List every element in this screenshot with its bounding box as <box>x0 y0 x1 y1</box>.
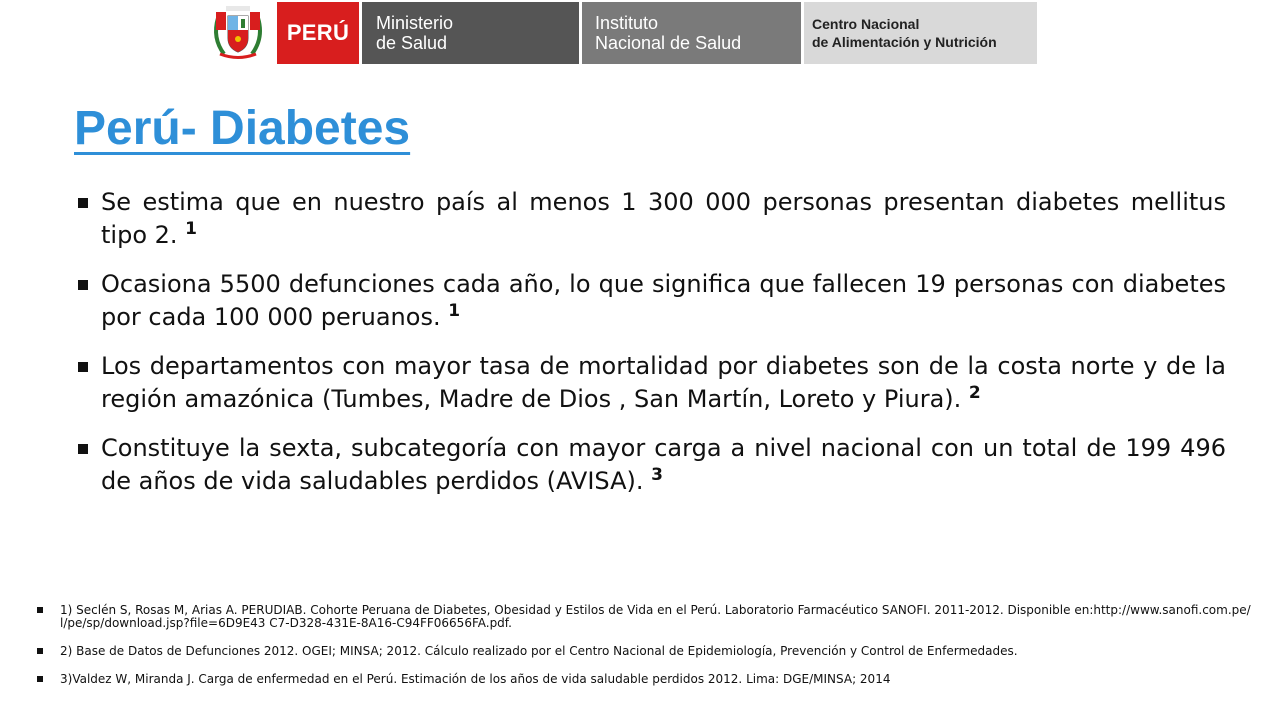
header-banner <box>203 2 1037 64</box>
bullet-text: Constituye la sexta, subcategoría con mayor carga a nivel nacional con un total de 199 496 de años de vida saludables perdidos (AVISA). <box>101 434 1226 495</box>
bullet-text: Los departamentos con mayor tasa de mortalidad por diabetes son de la costa norte y de la región amazónica (Tumbes, Madre de Dios , San Martín, Loreto y Piura). <box>101 352 1226 413</box>
main-bullet-list <box>74 186 1226 498</box>
square-bullet-icon <box>37 607 43 613</box>
references-list <box>34 604 1254 686</box>
bullet-text: Se estima que en nuestro país al menos 1 300 000 personas presentan diabetes mellitus tipo 2. <box>101 188 1226 249</box>
ministry-block <box>359 2 579 64</box>
square-bullet-icon <box>78 444 88 454</box>
ministry-line1: Ministerio <box>376 13 454 33</box>
square-bullet-icon <box>37 648 43 654</box>
peru-brand-block <box>273 2 359 64</box>
bullet-item <box>74 186 1226 252</box>
bullet-text: Ocasiona 5500 defunciones cada año, lo que significa que fallecen 19 personas con diabetes por cada 100 000 peruanos. <box>101 270 1226 331</box>
square-bullet-icon <box>78 362 88 372</box>
coat-of-arms-logo <box>203 2 273 64</box>
reference-text: 3)Valdez W, Miranda J. Carga de enfermedad en el Perú. Estimación de los años de vida saludable perdidos 2012. Lima: DGE/MINSA; 2014 <box>60 672 891 686</box>
country-label: PERÚ <box>286 20 350 45</box>
ministry-line2: de Salud <box>376 33 448 53</box>
bullet-item <box>74 268 1226 334</box>
reference-marker: 2 <box>968 383 981 403</box>
bullet-item <box>74 350 1226 416</box>
reference-marker: 3 <box>651 465 663 485</box>
bullet-item <box>74 432 1226 498</box>
reference-marker: 1 <box>185 219 197 239</box>
square-bullet-icon <box>78 198 88 208</box>
institute-line2: Nacional de Salud <box>595 33 742 53</box>
reference-item <box>34 604 1254 630</box>
square-bullet-icon <box>37 676 43 682</box>
reference-marker: 1 <box>448 301 461 321</box>
institute-line1: Instituto <box>595 13 659 33</box>
center-line2: de Alimentación y Nutrición <box>812 34 997 50</box>
reference-text: 2) Base de Datos de Defunciones 2012. OGEI; MINSA; 2012. Cálculo realizado por el Centro Nacional de Epidemiología, Prevención y Control de Enfermedades. <box>60 644 1018 658</box>
institute-block <box>579 2 801 64</box>
coat-of-arms-icon <box>208 4 268 62</box>
reference-item <box>34 645 1254 658</box>
center-block <box>801 2 1037 64</box>
reference-item <box>34 673 1254 686</box>
square-bullet-icon <box>78 280 88 290</box>
reference-text: 1) Seclén S, Rosas M, Arias A. PERUDIAB. Cohorte Peruana de Diabetes, Obesidad y Estilos de Vida en el Perú. Laboratorio Farmacéutico SANOFI. 2011-2012. Disponible en:http://www.sanofi.com.pe/l/pe/sp/download.jsp?file=6D9E43 C7-D328-431E-8A16-C94FF06656FA.pdf. <box>60 603 1251 630</box>
center-line1: Centro Nacional <box>812 16 920 32</box>
page-title: Perú- Diabetes <box>74 102 411 155</box>
